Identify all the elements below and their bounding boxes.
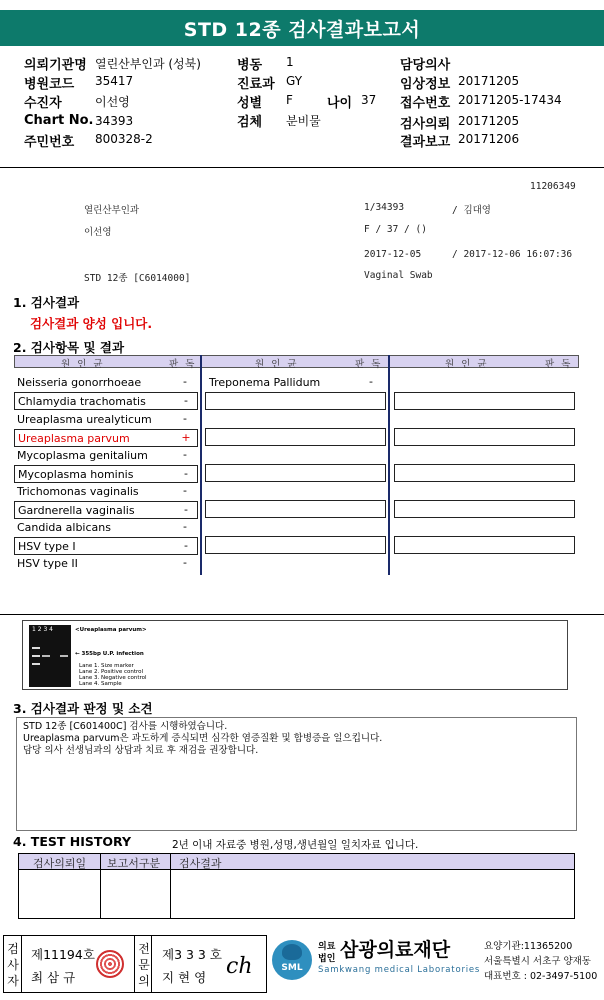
table-row — [14, 483, 198, 501]
inspector-number: 제11194호 — [31, 947, 95, 962]
organism-result: - — [183, 375, 187, 388]
header-organism: 원 인 균 — [255, 359, 299, 370]
header-label: 담당의사 — [400, 58, 451, 73]
table-header — [14, 355, 579, 368]
header-result: 판 독 — [355, 359, 383, 370]
header-value: 20171205-17434 — [458, 93, 562, 107]
column-divider — [100, 854, 101, 918]
gel-legend-item: Lane 3. Negative control — [79, 675, 147, 681]
organism-result: - — [184, 467, 188, 480]
gel-legend-item: Lane 2. Positive control — [79, 669, 144, 675]
organism-name: Gardnerella vaginalis — [18, 504, 135, 517]
info-specimen: Vaginal Swab — [364, 270, 433, 281]
history-header-cell: 검사의뢰일 — [33, 857, 87, 870]
seal-stamp-icon — [96, 950, 124, 978]
column-divider — [170, 854, 171, 918]
gel-band — [60, 655, 68, 657]
table-row — [14, 465, 198, 483]
section-items-title: 2. 검사항목 및 결과 — [13, 340, 125, 355]
table-row — [204, 374, 386, 392]
results-table — [14, 355, 579, 575]
empty-cell — [394, 500, 575, 518]
divider — [0, 614, 604, 615]
org-phone: 대표번호 : 02-3497-5100 — [484, 971, 598, 982]
report-title: STD 12종 검사결과보고서 — [0, 10, 604, 46]
info-sex-age: F / 37 / () — [364, 224, 427, 235]
empty-cell — [205, 464, 386, 482]
organism-name: Chlamydia trachomatis — [18, 395, 146, 408]
header-label: 수진자 — [24, 96, 62, 111]
header-value: 35417 — [95, 74, 134, 88]
organism-name: Treponema Pallidum — [209, 376, 321, 389]
opinion-text-box — [16, 717, 577, 831]
header-value: F — [286, 93, 293, 107]
header-organism: 원 인 균 — [61, 359, 105, 370]
org-name: 삼광의료재단 — [340, 939, 451, 961]
header-value: 20171205 — [458, 74, 520, 88]
label-char: 전 — [138, 942, 150, 956]
organism-name: HSV type II — [17, 557, 78, 570]
organism-name: Neisseria gonorrhoeae — [17, 376, 142, 389]
gel-electrophoresis-image — [29, 625, 71, 687]
org-address: 서울특별시 서초구 양재동 — [484, 956, 591, 967]
info-test-code: STD 12종 [C6014000] — [84, 273, 191, 284]
gel-band — [42, 655, 50, 657]
header-value: GY — [286, 74, 303, 88]
organism-result: - — [184, 503, 188, 516]
gel-band — [32, 647, 40, 649]
column-divider — [388, 355, 390, 575]
reviewer-label-cell — [134, 936, 152, 992]
gel-legend-item: Lane 1. Size marker — [79, 663, 134, 669]
table-row — [14, 501, 198, 519]
sml-logo-icon — [272, 940, 312, 980]
organism-name: Ureaplasma parvum — [18, 432, 130, 445]
header-label: 나이 — [327, 96, 353, 111]
empty-cell — [205, 392, 386, 410]
header-value: 분비물 — [286, 114, 321, 128]
org-english-name: Samkwang medical Laboratories — [318, 965, 481, 975]
organism-name: Candida albicans — [17, 521, 111, 534]
header-label: 주민번호 — [24, 135, 75, 150]
info-patient: 이선영 — [84, 227, 112, 238]
info-date-from: 2017-12-05 — [364, 249, 422, 260]
history-header-cell: 검사결과 — [179, 857, 222, 870]
header-result: 판 독 — [545, 359, 573, 370]
organism-result: - — [369, 375, 373, 388]
organism-result: - — [183, 484, 187, 497]
result-message: 검사결과 양성 입니다. — [30, 316, 153, 331]
header-value: 800328-2 — [95, 132, 153, 146]
header-value: 34393 — [95, 114, 134, 128]
inspector-label-cell — [4, 936, 22, 992]
empty-cell — [205, 500, 386, 518]
empty-cell — [394, 536, 575, 554]
org-care-code: 요양기관:11365200 — [484, 941, 573, 952]
signature-icon: ch — [226, 954, 253, 979]
header-label: 접수번호 — [400, 96, 451, 111]
header-label: 성별 — [237, 96, 263, 111]
table-row — [14, 374, 198, 392]
organism-result: - — [183, 448, 187, 461]
reviewer-number: 제3 3 3 호 — [162, 947, 222, 962]
header-label: 결과보고 — [400, 135, 451, 150]
gel-image-panel — [22, 620, 568, 690]
header-label: 의뢰기관명 — [24, 58, 87, 73]
label-char: 사 — [7, 958, 19, 972]
logo-text: SML — [281, 963, 303, 973]
empty-cell — [394, 392, 575, 410]
empty-cell — [205, 536, 386, 554]
org-prefix: 의료 — [318, 942, 336, 952]
divider — [0, 167, 604, 168]
label-char: 자 — [7, 974, 19, 988]
organism-result: - — [184, 539, 188, 552]
gel-legend-item: Lane 4. Sample — [79, 681, 122, 687]
header-value: 이선영 — [95, 95, 130, 109]
organism-result: - — [183, 556, 187, 569]
table-row — [14, 447, 198, 465]
gel-lane-numbers: 1 2 3 4 — [32, 626, 53, 633]
empty-cell — [394, 464, 575, 482]
table-row — [14, 392, 198, 410]
organism-result: - — [183, 412, 187, 425]
table-row — [14, 537, 198, 555]
organism-result: - — [184, 394, 188, 407]
organism-name: Mycoplasma hominis — [18, 468, 134, 481]
header-label: 임상정보 — [400, 77, 451, 92]
history-note: 2년 이내 자료중 병원,성명,생년월일 일치자료 입니다. — [172, 839, 419, 851]
history-header-cell: 보고서구분 — [107, 857, 161, 870]
label-char: 검 — [7, 942, 19, 956]
header-organism: 원 인 균 — [445, 359, 489, 370]
header-label: 진료과 — [237, 77, 275, 92]
inspector-name: 최 삼 규 — [31, 970, 76, 985]
header-label: 검체 — [237, 115, 263, 130]
gel-band — [32, 663, 40, 665]
label-char: 문 — [138, 958, 150, 972]
section-opinion-title: 3. 검사결과 판정 및 소견 — [13, 701, 153, 716]
header-label: Chart No. — [24, 113, 94, 128]
opinion-line: STD 12종 [C601400C] 검사를 시행하였습니다. — [23, 721, 228, 732]
table-row — [14, 411, 198, 429]
organism-result: + — [181, 431, 191, 444]
header-result: 판 독 — [169, 359, 197, 370]
empty-cell — [205, 428, 386, 446]
report-header — [0, 52, 604, 152]
organism-name: Mycoplasma genitalium — [17, 449, 148, 462]
org-prefix: 법인 — [318, 954, 336, 964]
header-value: 열린산부인과 (성북) — [95, 57, 201, 71]
column-divider — [200, 355, 202, 575]
header-value: 20171206 — [458, 132, 520, 146]
empty-cell — [394, 428, 575, 446]
table-row-positive — [14, 429, 198, 447]
organism-result: - — [183, 520, 187, 533]
section-history-title: 4. TEST HISTORY — [13, 834, 132, 849]
header-label: 검사의뢰 — [400, 117, 451, 132]
info-hospital: 열린산부인과 — [84, 205, 140, 216]
info-date-to: / 2017-12-06 16:07:36 — [452, 249, 573, 260]
header-label: 병원코드 — [24, 77, 75, 92]
table-row — [14, 519, 198, 537]
header-value: 37 — [361, 93, 377, 107]
gel-band — [32, 655, 40, 657]
gel-caption: <Ureaplasma parvum> — [75, 627, 147, 633]
label-char: 의 — [138, 974, 150, 988]
report-footer — [0, 932, 604, 1000]
history-table-header — [19, 854, 574, 870]
info-chart: 1/34393 — [364, 202, 405, 213]
organism-name: Trichomonas vaginalis — [17, 485, 139, 498]
organism-name: HSV type I — [18, 540, 76, 553]
header-value: 1 — [286, 55, 294, 69]
header-value: 20171205 — [458, 114, 520, 128]
table-row — [14, 555, 198, 573]
reviewer-name: 지 현 영 — [162, 970, 207, 985]
header-label: 병동 — [237, 58, 263, 73]
report-id: 11206349 — [530, 181, 576, 192]
gel-band-label: ← 355bp U.P. infection — [75, 651, 144, 657]
signature-box — [3, 935, 267, 993]
section-result-title: 1. 검사결과 — [13, 295, 80, 310]
history-table — [18, 853, 575, 919]
opinion-line: Ureaplasma parvum은 과도하게 증식되면 심각한 염증질환 및 합병증을 일으킵니다. — [23, 733, 383, 744]
info-doctor: / 김대영 — [452, 205, 491, 216]
opinion-line: 담당 의사 선생님과의 상담과 치료 후 재검을 권장합니다. — [23, 745, 259, 756]
organism-name: Ureaplasma urealyticum — [17, 413, 152, 426]
